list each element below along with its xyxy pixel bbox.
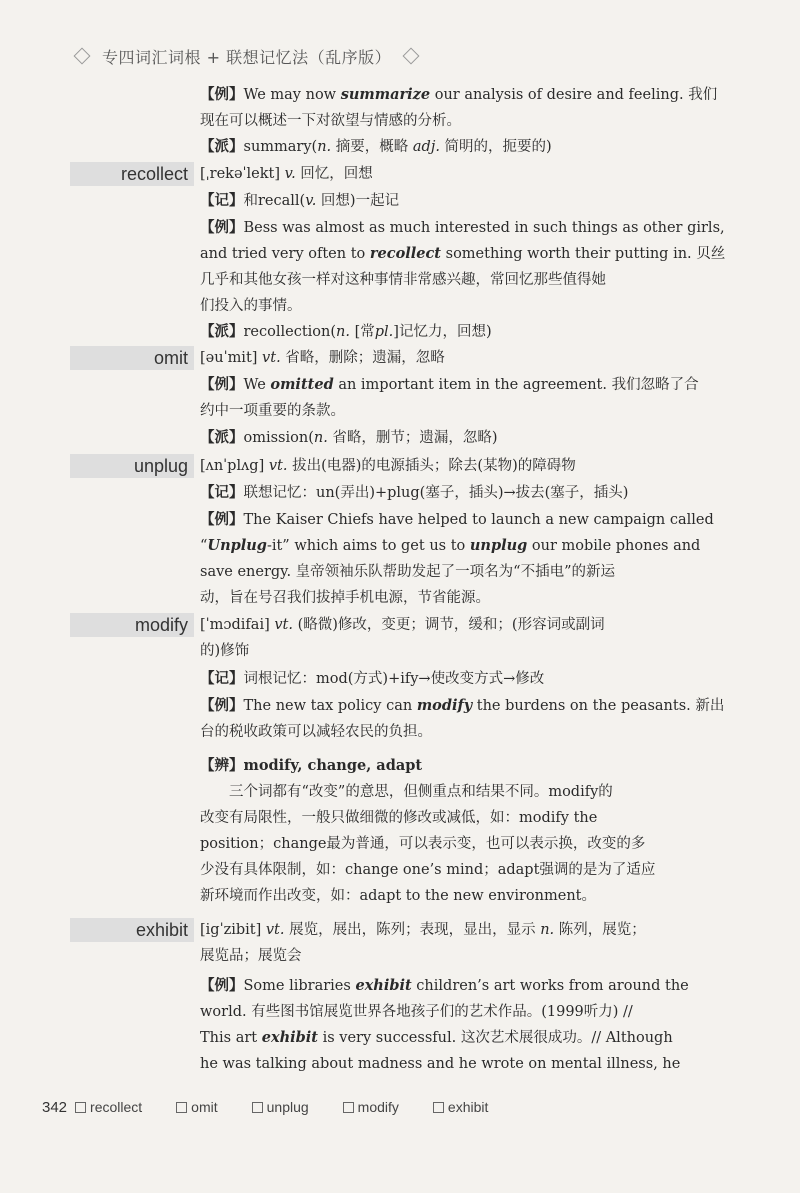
text-line: 改变有局限性，一般只做细微的修改或减低，如：modify the [200,810,598,826]
diamond-ornament-icon [74,48,91,65]
checkbox-icon [433,1102,444,1113]
footer-index-item: modify [343,1099,399,1115]
checkbox-icon [176,1102,187,1113]
text-line: he was talking about madness and he wrote on mental illness, he [200,1056,681,1072]
definition-line: [ˌrekəˈlekt] v. 回忆，回想 [200,166,373,182]
diamond-ornament-icon [403,48,420,65]
derivative-line: 【派】omission(n. 省略，删节；遗漏，忽略) [200,429,498,446]
text-line: 少没有具体限制，如：change one’s mind；adapt强调的是为了适应 [200,862,656,878]
definition-line: [ˈmɔdifai] vt. (略微)修改，变更；调节，缓和；(形容词或副词 [200,617,605,633]
example-line: 【例】The new tax policy can modify the burdens on the peasants. 新出 [200,697,725,714]
text-line: 新环境而作出改变，如：adapt to the new environment。 [200,888,596,904]
headword: exhibit [135,920,188,940]
headword: modify [134,615,188,635]
memo-line: 【记】词根记忆：mod(方式)+ify→使改变方式→修改 [200,670,545,687]
headword-bar [70,613,194,637]
footer-index-item: exhibit [433,1099,488,1115]
text-line: and tried very often to recollect something worth their putting in. 贝丝 [200,245,726,262]
text-line: 台的税收政策可以减轻农民的负担。 [200,724,432,740]
headword-bar [70,346,194,370]
memo-line: 【记】联想记忆：un(弄出)+plug(塞子，插头)→拔去(塞子，插头) [200,484,629,501]
example-line: 【例】Some libraries exhibit children’s art works from around the [200,977,689,994]
headword-bar [70,454,194,478]
derivative-line: 【派】summary(n. 摘要，概略 adj. 简明的，扼要的) [200,138,552,155]
text-line: This art exhibit is very successful. 这次艺术展很成功。// Although [200,1029,673,1046]
header-title: 专四词汇词根 + 联想记忆法（乱序版） [102,47,392,67]
text-line: 约中一项重要的条款。 [200,403,345,419]
checkbox-icon [75,1102,86,1113]
definition-line: [əuˈmit] vt. 省略，删除；遗漏，忽略 [200,350,445,366]
definition-line: [igˈzibit] vt. 展览，展出，陈列；表现，显出，显示 n. 陈列，展览； [200,922,646,938]
text-line: “Unplug-it” which aims to get us to unplug our mobile phones and [200,537,701,554]
memo-line: 【记】和recall(v. 回想)一起记 [200,192,400,209]
text-line: 现在可以概述一下对欲望与情感的分析。 [200,113,461,129]
derivative-line: 【派】recollection(n. [常pl.]记忆力，回想) [200,323,492,340]
text-line: 展览品；展览会 [200,948,302,964]
headword-bar [70,918,194,942]
checkbox-icon [252,1102,263,1113]
checkbox-icon [343,1102,354,1113]
definition-line: [ʌnˈplʌg] vt. 拔出(电器)的电源插头；除去(某物)的障碍物 [200,458,576,474]
example-line: 【例】We omitted an important item in the agreement. 我们忽略了合 [200,376,699,393]
text-line: 三个词都有“改变”的意思，但侧重点和结果不同。modify的 [200,784,613,800]
footer-index-item: omit [176,1099,217,1115]
text-line: world. 有些图书馆展览世界各地孩子们的艺术作品。(1999听力) // [200,1004,633,1020]
example-line: 【例】Bess was almost as much interested in such things as other girls, [200,219,725,236]
footer-index-item: recollect [75,1099,142,1115]
headword-bar [70,162,194,186]
text-line: position；change最为普通，可以表示变，也可以表示换，改变的多 [200,836,646,852]
example-line: 【例】The Kaiser Chiefs have helped to launch a new campaign called [200,511,714,528]
text-line: save energy. 皇帝领袖乐队帮助发起了一项名为“不插电”的新运 [200,564,615,580]
distinction-heading: 【辨】modify, change, adapt [200,757,423,774]
example-line: 【例】We may now summarize our analysis of desire and feeling. 我们 [200,86,718,103]
headword: recollect [120,164,188,184]
page-footer [42,1096,742,1118]
text-line: 动，旨在号召我们拔掉手机电源，节省能源。 [200,590,490,606]
footer-index-item: unplug [252,1099,309,1115]
text-line: 们投入的事情。 [200,298,302,314]
text-line: 的)修饰 [200,643,250,659]
page-number: 342 [42,1098,68,1116]
headword: unplug [133,456,188,476]
headword: omit [153,348,188,368]
text-line: 几乎和其他女孩一样对这种事情非常感兴趣，常回忆那些值得她 [200,272,606,288]
running-header [68,44,748,68]
